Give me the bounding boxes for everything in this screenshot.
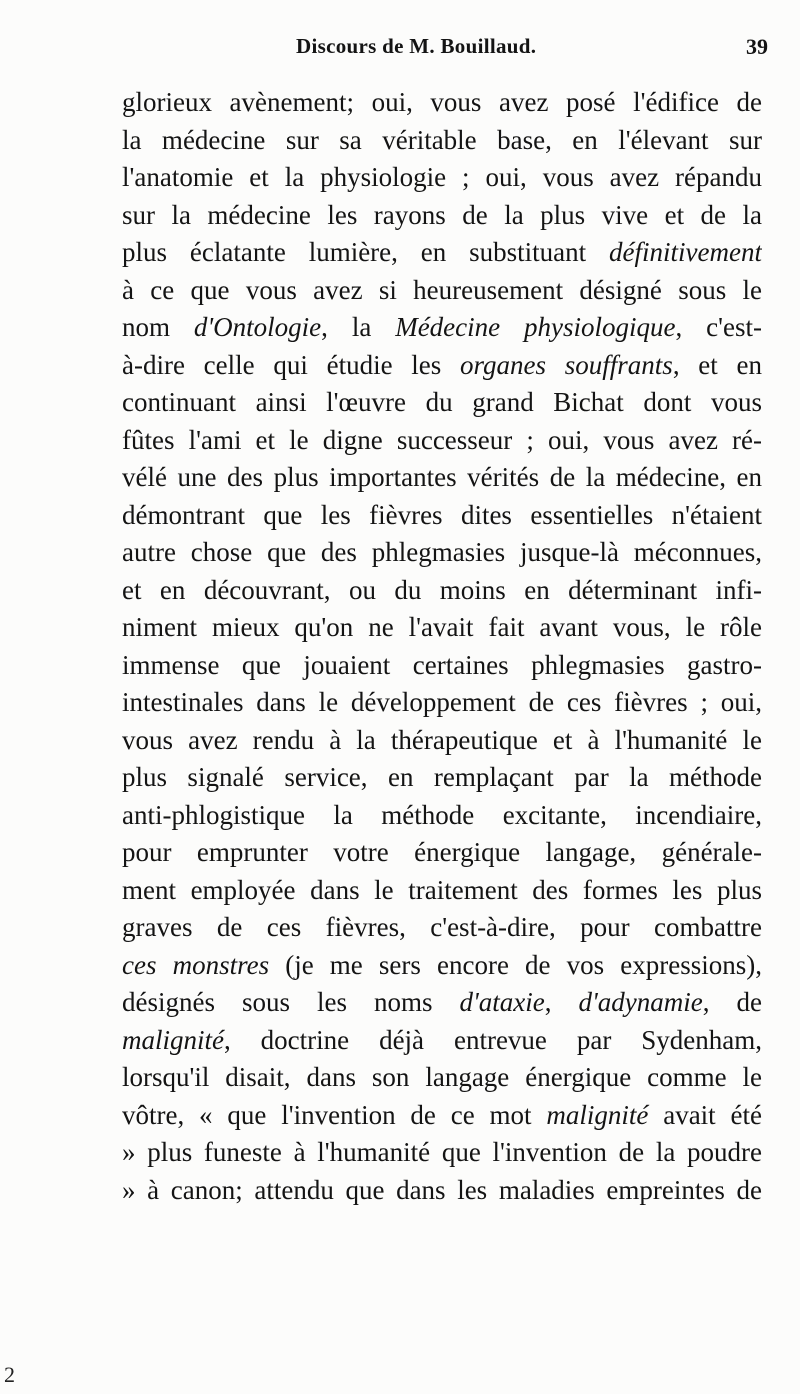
text-segment: pour emprunter votre énergique langage, générale- <box>122 837 762 867</box>
text-line <box>122 759 762 797</box>
italic-segment: malignité <box>546 1099 649 1130</box>
page-header <box>120 34 770 66</box>
text-line <box>122 384 762 422</box>
text-line <box>122 797 762 835</box>
text-segment: (je me sers encore de vos expressions), <box>269 949 762 980</box>
text-line <box>122 1022 762 1060</box>
text-segment: autre chose que des phlegmasies jusque-là méconnues, <box>122 537 762 567</box>
text-segment: , c'est- <box>675 312 762 342</box>
text-segment: et en découvrant, ou du moins en déterminant infi- <box>122 574 762 605</box>
text-segment: » plus funeste à l'humanité que l'invention de la poudre <box>122 1137 762 1167</box>
text-segment: immense que jouaient certaines phlegmasies gastro- <box>122 649 762 680</box>
text-segment: fûtes l'ami et le digne successeur ; oui, vous avez ré- <box>122 424 762 455</box>
text-segment: continuant ainsi l'œuvre du grand Bichat dont vous <box>122 387 762 417</box>
italic-segment: d'Ontologie <box>193 312 322 342</box>
text-segment: , la <box>321 312 396 342</box>
text-line <box>122 722 762 760</box>
text-segment: vôtre, « que l'invention de ce mot <box>122 1099 547 1130</box>
text-line <box>122 684 762 722</box>
italic-segment: d'ataxie <box>459 987 545 1017</box>
text-line <box>122 984 762 1022</box>
text-line <box>122 272 762 310</box>
text-segment: plus éclatante lumière, en substituant <box>122 237 610 267</box>
text-segment: vélé une des plus importantes vérités de la médecine, en <box>122 462 762 492</box>
text-segment: à-dire celle qui étudie les <box>122 349 461 380</box>
text-segment: désignés sous les noms <box>122 987 460 1017</box>
text-line <box>122 309 762 347</box>
text-segment: à ce que vous avez si heureusement désigné sous le <box>122 274 762 305</box>
italic-segment: organes souffrants <box>460 349 673 380</box>
text-line <box>122 1059 762 1097</box>
text-line <box>122 234 762 272</box>
text-segment: l'anatomie et la physiologie ; oui, vous avez répandu <box>122 162 762 192</box>
italic-segment: malignité <box>122 1024 224 1055</box>
text-line <box>122 422 762 460</box>
text-segment: graves de ces fièvres, c'est-à-dire, pour combattre <box>122 912 762 942</box>
text-line <box>122 84 762 122</box>
text-segment: avait été <box>648 1099 762 1130</box>
text-segment: , et en <box>672 349 762 380</box>
text-segment: , doctrine déjà entrevue par Sydenham, <box>224 1024 762 1055</box>
text-line <box>122 1172 762 1210</box>
text-segment: sur la médecine les rayons de la plus vive et de la <box>122 199 762 230</box>
text-line <box>122 497 762 535</box>
text-line <box>122 1134 762 1172</box>
text-segment: vous avez rendu à la thérapeutique et à l'humanité le <box>122 724 762 755</box>
text-line <box>122 159 762 197</box>
text-segment: ment employée dans le traitement des formes les plus <box>122 874 762 905</box>
text-segment: , de <box>702 987 762 1017</box>
body-text <box>122 84 762 1209</box>
italic-segment: Médecine physiologique <box>395 312 676 342</box>
running-title: Discours de M. Bouillaud. <box>296 34 537 58</box>
text-line <box>122 872 762 910</box>
italic-segment: définitivement <box>609 237 762 267</box>
margin-mark: 2 <box>4 1362 15 1387</box>
text-line <box>122 347 762 385</box>
text-line <box>122 834 762 872</box>
italic-segment: d'adynamie <box>578 987 703 1017</box>
text-segment: nom <box>122 312 194 342</box>
text-line <box>122 459 762 497</box>
text-line <box>122 197 762 235</box>
text-segment: anti-phlogistique la méthode excitante, incendiaire, <box>122 799 762 830</box>
page-number: 39 <box>746 34 768 59</box>
text-line <box>122 947 762 985</box>
text-line <box>122 909 762 947</box>
text-line <box>122 1097 762 1135</box>
text-line <box>122 572 762 610</box>
text-segment: » à canon; attendu que dans les maladies empreintes de <box>122 1174 762 1205</box>
text-segment: plus signalé service, en remplaçant par la méthode <box>122 762 762 792</box>
text-line <box>122 122 762 160</box>
italic-segment: ces monstres <box>122 949 270 980</box>
text-segment: intestinales dans le développement de ces fièvres ; oui, <box>122 687 762 717</box>
text-line <box>122 647 762 685</box>
text-line <box>122 609 762 647</box>
text-segment: niment mieux qu'on ne l'avait fait avant vous, le rôle <box>122 612 762 642</box>
text-segment: glorieux avènement; oui, vous avez posé l'édifice de <box>122 87 762 117</box>
text-segment: lorsqu'il disait, dans son langage énergique comme le <box>122 1062 762 1092</box>
text-segment: la médecine sur sa véritable base, en l'élevant sur <box>122 124 762 155</box>
text-line <box>122 534 762 572</box>
text-segment: , <box>544 987 579 1017</box>
text-segment: démontrant que les fièvres dites essentielles n'étaient <box>122 499 762 530</box>
